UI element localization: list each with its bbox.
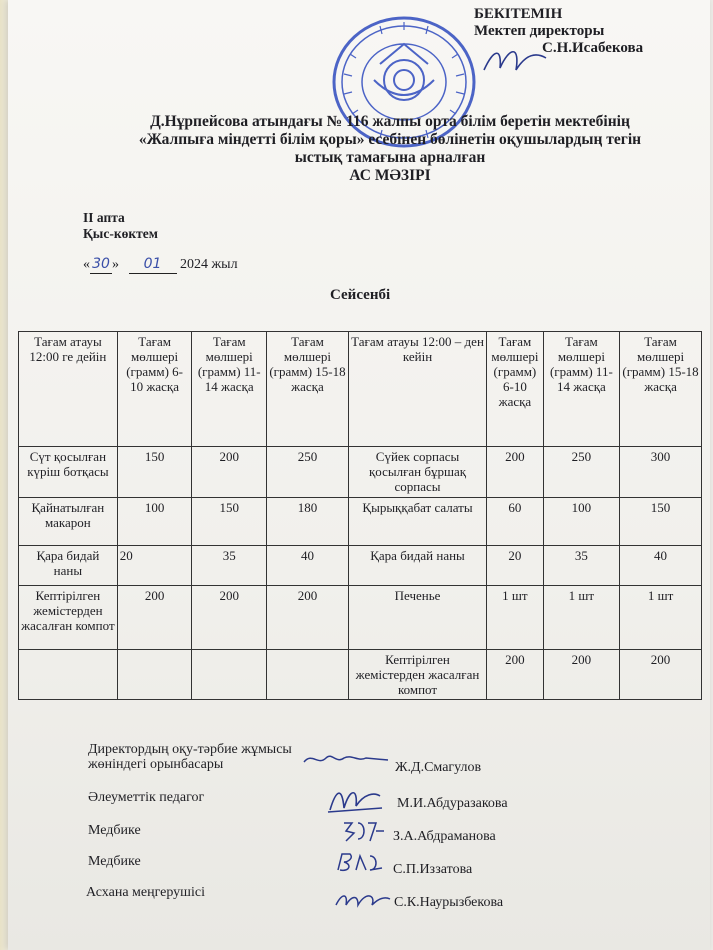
date-year: 2024 жыл: [180, 257, 238, 272]
date-day: 30: [92, 256, 110, 272]
table-cell: 150: [192, 498, 267, 546]
table-cell: Печенье: [348, 586, 486, 650]
signature-role: Директордың оқу-тәрбие жұмысы жөніндегі орынбасары: [88, 742, 292, 772]
table-cell: 200: [192, 586, 267, 650]
table-cell: Кептірілген жемістерден жасалған компот: [19, 586, 118, 650]
approval-heading: БЕКІТЕМІН: [474, 6, 563, 22]
table-cell: Сүйек сорпасы қосылған бұршақ сорпасы: [348, 447, 486, 498]
season-label: Қыс-көктем: [83, 226, 158, 241]
table-cell: 250: [543, 447, 619, 498]
table-cell: [19, 650, 118, 700]
header-cell: Тағам мөлшері (грамм) 15-18 жасқа: [267, 332, 349, 447]
handwritten-signature: [324, 780, 384, 816]
table-cell: 200: [543, 650, 619, 700]
table-row: [19, 447, 702, 498]
table-cell: 1 шт: [487, 586, 544, 650]
header-cell: Тағам мөлшері (грамм) 6-10 жасқа: [487, 332, 544, 447]
handwritten-signature: [340, 819, 386, 843]
table-cell: 1 шт: [620, 586, 702, 650]
date-month: 01: [143, 256, 162, 272]
week-label: ІІ апта: [83, 210, 125, 225]
table-cell: 200: [192, 447, 267, 498]
table-cell: 200: [620, 650, 702, 700]
table-cell: 200: [267, 586, 349, 650]
handwritten-signature: [332, 887, 392, 913]
title-line-1: Д.Нұрпейсова атындағы № 116 жалпы орта білім беретін мектебінің: [150, 113, 630, 130]
signature-name: З.А.Абдраманова: [393, 829, 496, 844]
table-cell: Қырыққабат салаты: [348, 498, 486, 546]
table-cell: 200: [487, 447, 544, 498]
table-row: [19, 650, 702, 700]
table-cell: Қайнатылған макарон: [19, 498, 118, 546]
table-cell: [267, 650, 349, 700]
table-cell: 200: [117, 586, 192, 650]
header-cell: Тағам мөлшері (грамм) 11-14 жасқа: [192, 332, 267, 447]
table-cell: 20: [117, 546, 192, 586]
table-row: [19, 586, 702, 650]
title-line-2: «Жалпыға міндетті білім қоры» есебінен бөлінетін оқушылардың тегін: [138, 131, 642, 148]
header-cell: Тағам мөлшері (грамм) 11-14 жасқа: [543, 332, 619, 447]
signature-name: С.К.Наурызбекова: [394, 895, 504, 910]
table-cell: 300: [620, 447, 702, 498]
table-cell: Қара бидай наны: [348, 546, 486, 586]
table-header-row: [19, 332, 702, 447]
handwritten-signature: [334, 850, 384, 874]
table-cell: 150: [620, 498, 702, 546]
menu-table: [18, 331, 702, 700]
signature-name: М.И.Абдуразакова: [397, 796, 508, 811]
header-cell: Тағам атауы 12:00 – ден кейін: [348, 332, 486, 447]
table-cell: [117, 650, 192, 700]
table-cell: 180: [267, 498, 349, 546]
table-cell: 60: [487, 498, 544, 546]
handwritten-signature: [302, 748, 392, 770]
table-cell: 40: [620, 546, 702, 586]
table-cell: 150: [117, 447, 192, 498]
table-cell: Кептірілген жемістерден жасалған компот: [348, 650, 486, 700]
table-cell: 1 шт: [543, 586, 619, 650]
title-line-4: АС МӘЗІРІ: [349, 167, 431, 184]
table-row: [19, 546, 702, 586]
table-cell: 100: [117, 498, 192, 546]
table-cell: 20: [487, 546, 544, 586]
header-cell: Тағам мөлшері (грамм) 15-18 жасқа: [620, 332, 702, 447]
document-title: [90, 113, 690, 185]
date-close-quote: »: [112, 257, 119, 272]
date-line: [83, 256, 238, 274]
signature-role: Медбике: [88, 854, 141, 869]
table-cell: Қара бидай наны: [19, 546, 118, 586]
table-cell: 35: [543, 546, 619, 586]
approval-director-name: С.Н.Исабекова: [542, 40, 644, 56]
table-cell: 40: [267, 546, 349, 586]
table-cell: 200: [487, 650, 544, 700]
table-row: [19, 498, 702, 546]
table-cell: [192, 650, 267, 700]
director-signature: [480, 40, 550, 80]
signature-name: С.П.Иззатова: [393, 862, 473, 877]
header-cell: Тағам мөлшері (грамм) 6-10 жасқа: [117, 332, 192, 447]
signature-name: Ж.Д.Смагулов: [395, 760, 482, 775]
table-cell: 35: [192, 546, 267, 586]
date-open-quote: «: [83, 257, 90, 272]
signature-role: Асхана меңгерушісі: [86, 885, 205, 900]
approval-position: Мектеп директоры: [474, 23, 605, 39]
title-line-3: ыстық тамағына арналған: [294, 149, 486, 166]
signature-role: Медбике: [88, 823, 141, 838]
table-cell: 250: [267, 447, 349, 498]
table-cell: 100: [543, 498, 619, 546]
header-cell: Тағам атауы 12:00 ге дейін: [19, 332, 118, 447]
weekday-label: Сейсенбі: [330, 287, 391, 303]
signature-role: Әлеуметтік педагог: [88, 790, 205, 805]
table-cell: Сүт қосылған күріш ботқасы: [19, 447, 118, 498]
